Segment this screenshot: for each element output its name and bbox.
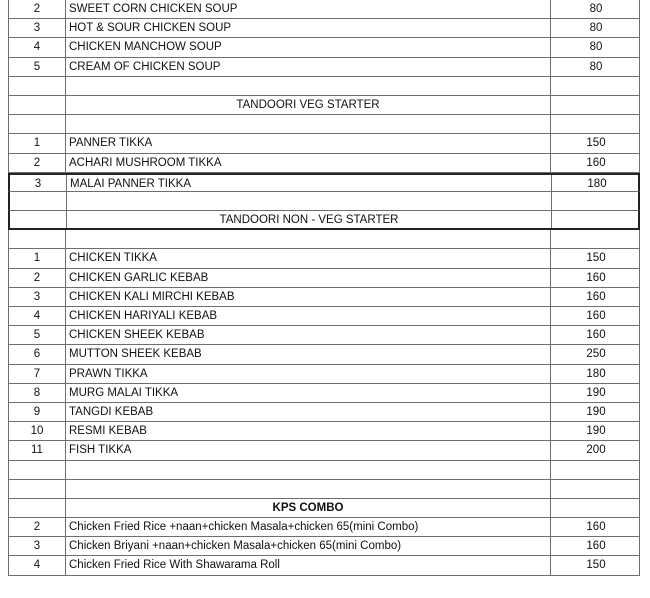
item-name: RESMI KEBAB — [66, 422, 551, 440]
item-number: 7 — [9, 365, 66, 383]
item-price: 190 — [586, 386, 606, 399]
menu-item-row — [8, 249, 640, 268]
item-price: 160 — [586, 290, 606, 303]
item-name: TANGDI KEBAB — [66, 403, 551, 421]
section-title: TANDOORI NON - VEG STARTER — [67, 211, 552, 228]
section-header-row — [8, 96, 640, 115]
item-number: 3 — [10, 175, 67, 191]
empty-cell — [551, 115, 641, 133]
blank-row — [8, 115, 640, 134]
menu-item-row — [8, 345, 640, 364]
item-name: FISH TIKKA — [66, 441, 551, 459]
empty-cell — [551, 480, 641, 498]
section-header-row — [8, 211, 640, 230]
item-price: 250 — [586, 348, 606, 361]
menu-item-row — [8, 384, 640, 403]
item-number: 3 — [9, 19, 66, 37]
empty-cell — [552, 211, 642, 228]
menu-item-row — [8, 537, 640, 556]
blank-row — [8, 480, 640, 499]
item-number: 9 — [9, 403, 66, 421]
section-header-row — [8, 499, 640, 518]
item-price: 180 — [587, 177, 607, 190]
item-number: 2 — [9, 154, 66, 172]
empty-cell — [9, 230, 66, 248]
empty-cell — [9, 461, 66, 479]
item-price: 80 — [589, 60, 603, 73]
item-number: 2 — [9, 269, 66, 287]
item-name: SWEET CORN CHICKEN SOUP — [66, 0, 551, 18]
item-name: Chicken Briyani +naan+chicken Masala+chicken 65(mini Combo) — [66, 537, 551, 555]
item-number: 2 — [9, 0, 66, 18]
item-number: 6 — [9, 345, 66, 363]
item-number: 4 — [9, 38, 66, 56]
menu-item-row — [8, 173, 640, 192]
item-number: 3 — [9, 537, 66, 555]
empty-cell — [10, 211, 67, 228]
menu-item-row — [8, 19, 640, 38]
menu-table — [8, 0, 640, 576]
item-number: 3 — [9, 288, 66, 306]
menu-item-row — [8, 154, 640, 173]
item-number: 4 — [9, 556, 66, 574]
menu-item-row — [8, 403, 640, 422]
menu-item-row — [8, 0, 640, 19]
menu-item-row — [8, 288, 640, 307]
item-price: 180 — [586, 367, 606, 380]
menu-item-row — [8, 307, 640, 326]
item-number: 1 — [9, 134, 66, 152]
empty-cell — [551, 96, 641, 114]
empty-cell — [551, 461, 641, 479]
item-price: 150 — [586, 559, 606, 572]
menu-item-row — [8, 38, 640, 57]
empty-cell — [9, 77, 66, 95]
empty-cell — [66, 77, 551, 95]
empty-cell — [552, 192, 642, 210]
item-name: Chicken Fried Rice +naan+chicken Masala+chicken 65(mini Combo) — [66, 518, 551, 536]
menu-item-row — [8, 365, 640, 384]
item-price: 200 — [586, 444, 606, 457]
item-price: 80 — [589, 41, 603, 54]
menu-item-row — [8, 326, 640, 345]
item-price: 150 — [586, 137, 606, 150]
empty-cell — [551, 499, 641, 517]
item-price: 160 — [586, 521, 606, 534]
item-number: 1 — [9, 249, 66, 267]
item-name: Chicken Fried Rice With Shawarama Roll — [66, 556, 551, 574]
item-price: 160 — [586, 156, 606, 169]
item-name: HOT & SOUR CHICKEN SOUP — [66, 19, 551, 37]
empty-cell — [66, 115, 551, 133]
item-price: 190 — [586, 405, 606, 418]
blank-row — [8, 77, 640, 96]
item-name: PRAWN TIKKA — [66, 365, 551, 383]
menu-item-row — [8, 556, 640, 575]
item-name: CREAM OF CHICKEN SOUP — [66, 58, 551, 76]
item-name: CHICKEN GARLIC KEBAB — [66, 269, 551, 287]
item-number: 4 — [9, 307, 66, 325]
item-name: CHICKEN KALI MIRCHI KEBAB — [66, 288, 551, 306]
item-price: 80 — [589, 3, 603, 15]
item-name: CHICKEN TIKKA — [66, 249, 551, 267]
empty-cell — [9, 96, 66, 114]
item-number: 8 — [9, 384, 66, 402]
empty-cell — [66, 461, 551, 479]
item-name: MURG MALAI TIKKA — [66, 384, 551, 402]
item-name: ACHARI MUSHROOM TIKKA — [66, 154, 551, 172]
item-name: PANNER TIKKA — [66, 134, 551, 152]
blank-row — [8, 461, 640, 480]
item-name: CHICKEN MANCHOW SOUP — [66, 38, 551, 56]
item-price: 160 — [586, 540, 606, 553]
blank-row — [8, 230, 640, 249]
empty-cell — [551, 77, 641, 95]
menu-item-row — [8, 441, 640, 460]
item-price: 160 — [586, 310, 606, 322]
item-name: CHICKEN HARIYALI KEBAB — [66, 307, 551, 325]
blank-row — [8, 192, 640, 211]
item-number: 2 — [9, 518, 66, 536]
item-price: 80 — [589, 22, 603, 35]
empty-cell — [10, 192, 67, 210]
menu-item-row — [8, 269, 640, 288]
item-number: 11 — [9, 441, 66, 459]
menu-item-row — [8, 58, 640, 77]
item-number: 5 — [9, 58, 66, 76]
empty-cell — [67, 192, 552, 210]
item-name: MUTTON SHEEK KEBAB — [66, 345, 551, 363]
item-number: 5 — [9, 326, 66, 344]
item-number: 10 — [9, 422, 66, 440]
empty-cell — [9, 480, 66, 498]
item-price: 160 — [586, 271, 606, 284]
section-title: KPS COMBO — [66, 499, 551, 517]
item-price: 150 — [586, 252, 606, 265]
section-title: TANDOORI VEG STARTER — [66, 96, 551, 114]
menu-item-row — [8, 422, 640, 441]
item-name: CHICKEN SHEEK KEBAB — [66, 326, 551, 344]
menu-item-row — [8, 134, 640, 153]
empty-cell — [9, 115, 66, 133]
empty-cell — [66, 480, 551, 498]
empty-cell — [551, 230, 641, 248]
empty-cell — [9, 499, 66, 517]
menu-item-row — [8, 518, 640, 537]
empty-cell — [66, 230, 551, 248]
item-name: MALAI PANNER TIKKA — [67, 175, 552, 191]
item-price: 160 — [586, 329, 606, 342]
item-price: 190 — [586, 425, 606, 438]
